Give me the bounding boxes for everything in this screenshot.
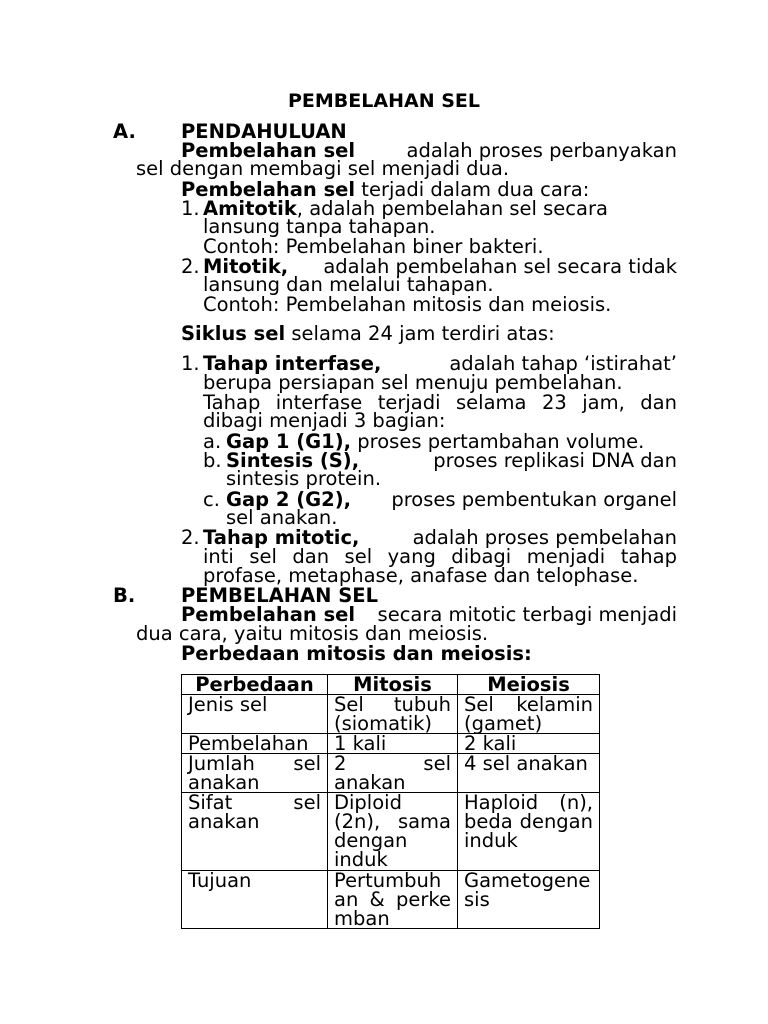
sub-item-line-2: sintesis protein. xyxy=(226,467,382,490)
stage-line-4: dibagi menjadi 3 bagian: xyxy=(203,409,446,432)
list-number: 2. xyxy=(181,526,200,549)
bold-term: Sintesis (S), xyxy=(226,449,360,472)
list-item-text: , adalah pembelahan sel secara xyxy=(296,197,608,220)
section-a-paragraph-1-line-2: sel dengan membagi sel menjadi dua. xyxy=(136,157,510,180)
table-row xyxy=(182,754,600,793)
stage-line-2: inti sel dan sel yang dibagi menjadi tahap xyxy=(203,545,677,568)
table-cell: Sel kelamin (gamet) xyxy=(458,695,600,734)
stage-line-2: berupa persiapan sel menuju pembelahan. xyxy=(203,371,623,394)
paragraph-text: adalah proses perbanyakan xyxy=(406,139,677,162)
table-row xyxy=(182,793,600,871)
sub-item-text: proses pertambahan volume. xyxy=(357,430,645,453)
table-cell: Gametogenesis xyxy=(458,871,600,929)
sub-item-text: proses pembentukan organel xyxy=(391,488,677,511)
list-item-example: Contoh: Pembelahan mitosis dan meiosis. xyxy=(203,293,612,316)
comparison-table xyxy=(181,674,600,929)
section-a-letter: A. xyxy=(113,120,136,143)
section-b-heading: PEMBELAHAN SEL xyxy=(181,584,379,607)
table-cell: Jenis sel xyxy=(182,695,328,734)
list-item-text: adalah pembelahan sel secara tidak xyxy=(323,255,677,278)
paragraph-text: secara mitotic terbagi menjadi xyxy=(377,603,677,626)
stage-text: adalah proses pembelahan xyxy=(412,526,677,549)
bold-term: Mitotik, xyxy=(203,255,289,278)
table-cell: Jumlah sel anakan xyxy=(182,754,328,793)
sub-letter: b. xyxy=(203,449,222,472)
sub-letter: a. xyxy=(203,430,222,453)
stage-line-3: Tahap interfase terjadi selama 23 jam, dan xyxy=(203,391,677,414)
page-title: PEMBELAHAN SEL xyxy=(288,90,480,112)
section-a-heading: PENDAHULUAN xyxy=(181,120,347,143)
table-cell: Sifat sel anakan xyxy=(182,793,328,871)
table-cell: Pembelahan xyxy=(182,734,328,754)
table-cell: Pertumbuhan & perkemban xyxy=(328,871,458,929)
list-item-line-2: lansung tanpa tahapan. xyxy=(203,215,436,238)
table-row xyxy=(182,734,600,754)
column-header: Mitosis xyxy=(328,675,458,695)
sub-item-line-2: sel anakan. xyxy=(226,506,338,529)
table-cell: Sel tubuh (siomatik) xyxy=(328,695,458,734)
column-header: Meiosis xyxy=(458,675,600,695)
table-cell: Diploid (2n), sama dengan induk xyxy=(328,793,458,871)
table-header-row xyxy=(182,675,600,695)
bold-term: Pembelahan sel xyxy=(181,603,356,626)
paragraph-text: selama 24 jam terdiri atas: xyxy=(291,322,555,345)
list-number: 1. xyxy=(181,352,200,375)
table-row xyxy=(182,871,600,929)
list-number: 2. xyxy=(181,255,200,278)
list-item-line-2: lansung dan melalui tahapan. xyxy=(203,273,494,296)
bold-term: Pembelahan sel xyxy=(181,178,356,201)
sub-letter: c. xyxy=(203,488,220,511)
table-cell: 4 sel anakan xyxy=(458,754,600,793)
cycle-paragraph xyxy=(181,324,555,344)
list-number: 1. xyxy=(181,197,200,220)
bold-term: Amitotik xyxy=(203,197,297,220)
section-b-letter: B. xyxy=(113,584,136,607)
stage-line-3: profase, metaphase, anafase dan telophase. xyxy=(203,564,639,587)
list-item-example: Contoh: Pembelahan biner bakteri. xyxy=(203,235,544,258)
table-title: Perbedaan mitosis dan meiosis: xyxy=(181,642,532,665)
table-cell: 2 kali xyxy=(458,734,600,754)
section-b-paragraph-1-line-2: dua cara, yaitu mitosis dan meiosis. xyxy=(136,622,489,645)
bold-term: Tahap mitotic, xyxy=(203,526,360,549)
bold-term: Siklus sel xyxy=(181,322,286,345)
table-cell: Tujuan xyxy=(182,871,328,929)
stage-text: adalah tahap ‘istirahat’ xyxy=(449,352,677,375)
bold-term: Tahap interfase, xyxy=(203,352,382,375)
table-cell: 1 kali xyxy=(328,734,458,754)
bold-term: Gap 1 (G1), xyxy=(226,430,352,453)
bold-term: Gap 2 (G2), xyxy=(226,488,352,511)
table-cell: Haploid (n), beda dengan induk xyxy=(458,793,600,871)
table-row xyxy=(182,695,600,734)
paragraph-text: terjadi dalam dua cara: xyxy=(361,178,590,201)
column-header: Perbedaan xyxy=(182,675,328,695)
table-cell: 2 sel anakan xyxy=(328,754,458,793)
bold-term: Pembelahan sel xyxy=(181,139,356,162)
sub-item-text: proses replikasi DNA dan xyxy=(433,449,677,472)
